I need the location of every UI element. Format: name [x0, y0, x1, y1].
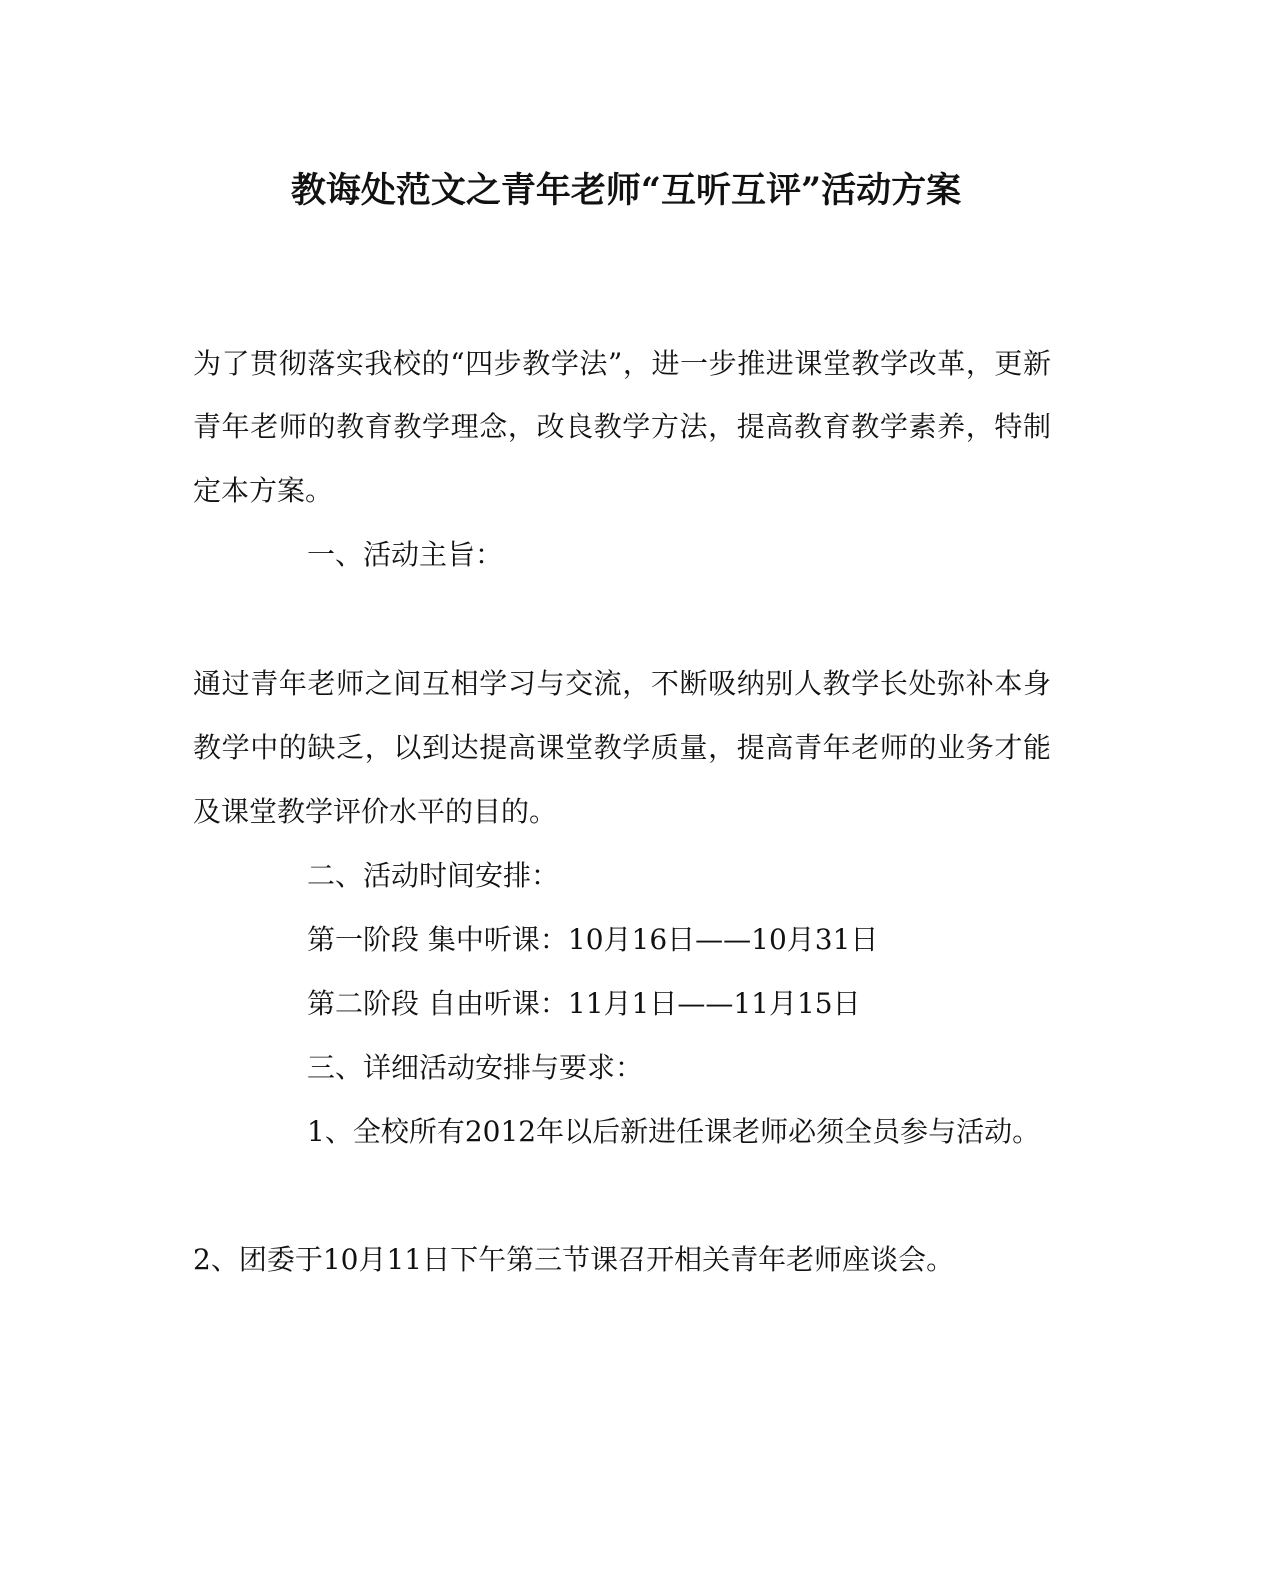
- document-title: 教诲处范文之青年老师“互听互评”活动方案: [290, 170, 962, 211]
- purpose-line-2: 教学中的缺乏，以到达提高课堂教学质量，提高青年老师的业务才能: [193, 731, 1051, 764]
- schedule-stage-1: 第一阶段 集中听课：10月16日——10月31日: [307, 923, 879, 956]
- intro-line-3: 定本方案。: [193, 474, 334, 507]
- schedule-stage-2: 第二阶段 自由听课：11月1日——11月15日: [307, 987, 861, 1020]
- section-heading-schedule: 二、活动时间安排：: [307, 859, 560, 892]
- requirement-1: 1、全校所有2012年以后新进任课老师必须全员参与活动。: [307, 1115, 1041, 1148]
- intro-line-2: 青年老师的教育教学理念，改良教学方法，提高教育教学素养，特制: [193, 410, 1051, 443]
- purpose-line-3: 及课堂教学评价水平的目的。: [193, 795, 558, 828]
- section-heading-requirements: 三、详细活动安排与要求：: [307, 1051, 644, 1084]
- purpose-line-1: 通过青年老师之间互相学习与交流，不断吸纳别人教学长处弥补本身: [193, 667, 1051, 700]
- requirement-2: 2、团委于10月11日下午第三节课召开相关青年老师座谈会。: [193, 1243, 955, 1276]
- section-heading-purpose: 一、活动主旨：: [307, 538, 504, 571]
- intro-line-1: 为了贯彻落实我校的“四步教学法”，进一步推进课堂教学改革，更新: [193, 347, 1051, 380]
